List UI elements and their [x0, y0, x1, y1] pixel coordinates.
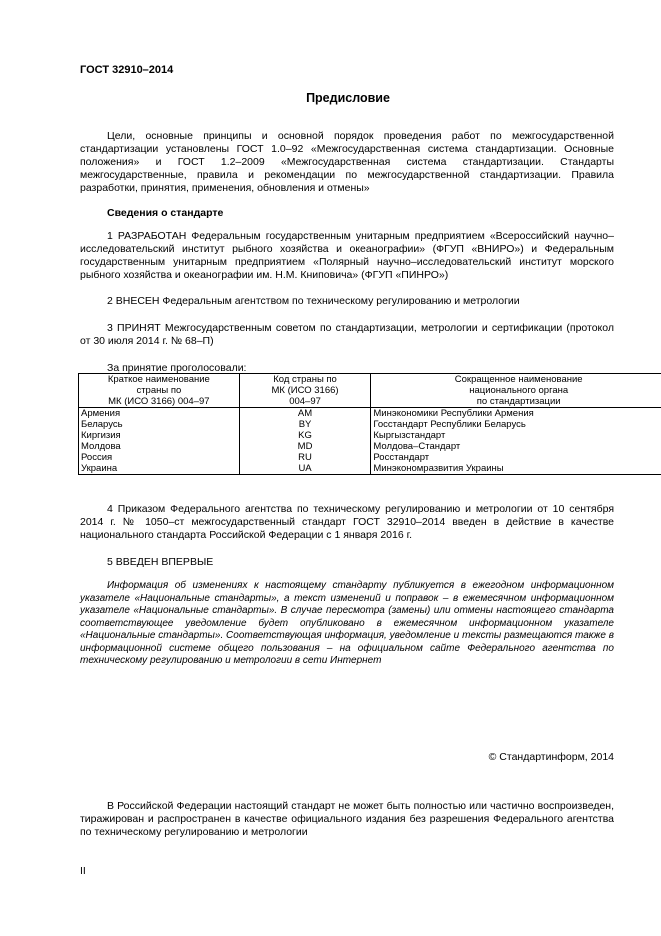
- table-header-row: [79, 374, 661, 408]
- header-body-line-2: национального органа: [469, 385, 569, 396]
- header-country-line-3: МК (ИСО 3166) 004–97: [108, 396, 210, 407]
- cell-body: Росстандарт: [371, 452, 661, 463]
- standard-code-header: ГОСТ 32910–2014: [80, 64, 174, 76]
- cell-code: RU: [239, 452, 371, 463]
- copyright-notice: © Стандартинформ, 2014: [488, 751, 614, 763]
- cell-country: Россия: [79, 452, 240, 463]
- cell-country: Армения: [79, 408, 240, 420]
- item-4-paragraph: 4 Приказом Федерального агентства по техническому регулированию и метрологии от 10 сентября 2014 г. № 1050–ст межгосударственный стандарт ГОСТ 32910–2014 введен в действие в качестве национального стандарта Российской Федерации с 1 января 2016 г.: [80, 503, 614, 541]
- cell-code: BY: [239, 419, 371, 430]
- vote-label: За принятие проголосовали:: [107, 362, 247, 374]
- item-5-paragraph: 5 ВВЕДЕН ВПЕРВЫЕ: [107, 556, 214, 568]
- changes-info-note: Информация об изменениях к настоящему стандарту публикуется в ежегодном информационном указателе «Национальные стандарты», а текст изменений и поправок – в ежемесячном информационном указателе «Национальные стандарты». В случае пересмотра (замены) или отмены настоящего стандарта соответствующее уведомление будет опубликовано в ежемесячном информационном указателе «Национальные стандарты». Соответствующая информация, уведомление и тексты размещаются также в информационной системе общего пользования – на официальном сайте Федерального агентства по техническому регулированию и метрологии в сети Интернет: [80, 580, 614, 666]
- cell-body: Кыргызстандарт: [371, 430, 661, 441]
- cell-body: Госстандарт Республики Беларусь: [371, 419, 661, 430]
- intro-paragraph: Цели, основные принципы и основной порядок проведения работ по межгосударственной стандартизации установлены ГОСТ 1.0–92 «Межгосударственная система стандартизации. Основные положения» и ГОСТ 1.2–2009 «Межгосударственная система стандартизации. Стандарты межгосударственные, правила и рекомендации по межгосударственной стандартизации. Правила разработки, принятия, применения, обновления и отмены»: [80, 130, 614, 194]
- cell-body: Минэкономики Республики Армения: [371, 408, 661, 420]
- header-code-line-3: 004–97: [289, 396, 321, 407]
- item-2-paragraph: 2 ВНЕСЕН Федеральным агентством по техническому регулированию и метрологии: [107, 295, 520, 307]
- item-1-paragraph: 1 РАЗРАБОТАН Федеральным государственным унитарным предприятием «Всероссийский научно–исследовательский институт рыбного хозяйства и океанографии» (ФГУП «ВНИРО») и Федеральным государственным унитарным предприятием «Полярный научно–исследовательский институт морского рыбного хозяйства и океанографии им. Н.М. Книповича» (ФГУП «ПИНРО»): [80, 230, 614, 281]
- table-row: [79, 408, 661, 420]
- item-3-paragraph: 3 ПРИНЯТ Межгосударственным советом по стандартизации, метрологии и сертификации (протокол от 30 июля 2014 г. № 68–П): [80, 322, 614, 347]
- header-country: [79, 374, 240, 408]
- header-code-line-1: Код страны по: [273, 374, 337, 385]
- cell-code: UA: [239, 463, 371, 475]
- cell-code: MD: [239, 441, 371, 452]
- table-row: [79, 463, 661, 475]
- cell-body: Минэкономразвития Украины: [371, 463, 661, 475]
- table-row: [79, 430, 661, 441]
- header-body-line-1: Сокращенное наименование: [454, 374, 583, 385]
- header-country-line-2: страны по: [136, 385, 182, 396]
- cell-body: Молдова–Стандарт: [371, 441, 661, 452]
- cell-country: Молдова: [79, 441, 240, 452]
- header-body: [371, 374, 661, 408]
- header-code-line-2: МК (ИСО 3166): [271, 385, 339, 396]
- table-row: [79, 419, 661, 430]
- table-row: [79, 441, 661, 452]
- legal-notice: В Российской Федерации настоящий стандарт не может быть полностью или частично воспроизведен, тиражирован и распространен в качестве официального издания без разрешения Федерального агентства по техническому регулированию и метрологии: [80, 800, 614, 838]
- page-title: Предисловие: [306, 91, 390, 105]
- header-country-line-1: Краткое наименование: [107, 374, 210, 385]
- table-row: [79, 452, 661, 463]
- cell-code: KG: [239, 430, 371, 441]
- header-body-line-3: по стандартизации: [476, 396, 561, 407]
- cell-code: AM: [239, 408, 371, 420]
- header-code: [239, 374, 371, 408]
- info-heading: Сведения о стандарте: [107, 207, 224, 219]
- cell-country: Беларусь: [79, 419, 240, 430]
- voting-countries-table: [78, 373, 661, 475]
- page-number: II: [80, 865, 86, 877]
- cell-country: Киргизия: [79, 430, 240, 441]
- cell-country: Украина: [79, 463, 240, 475]
